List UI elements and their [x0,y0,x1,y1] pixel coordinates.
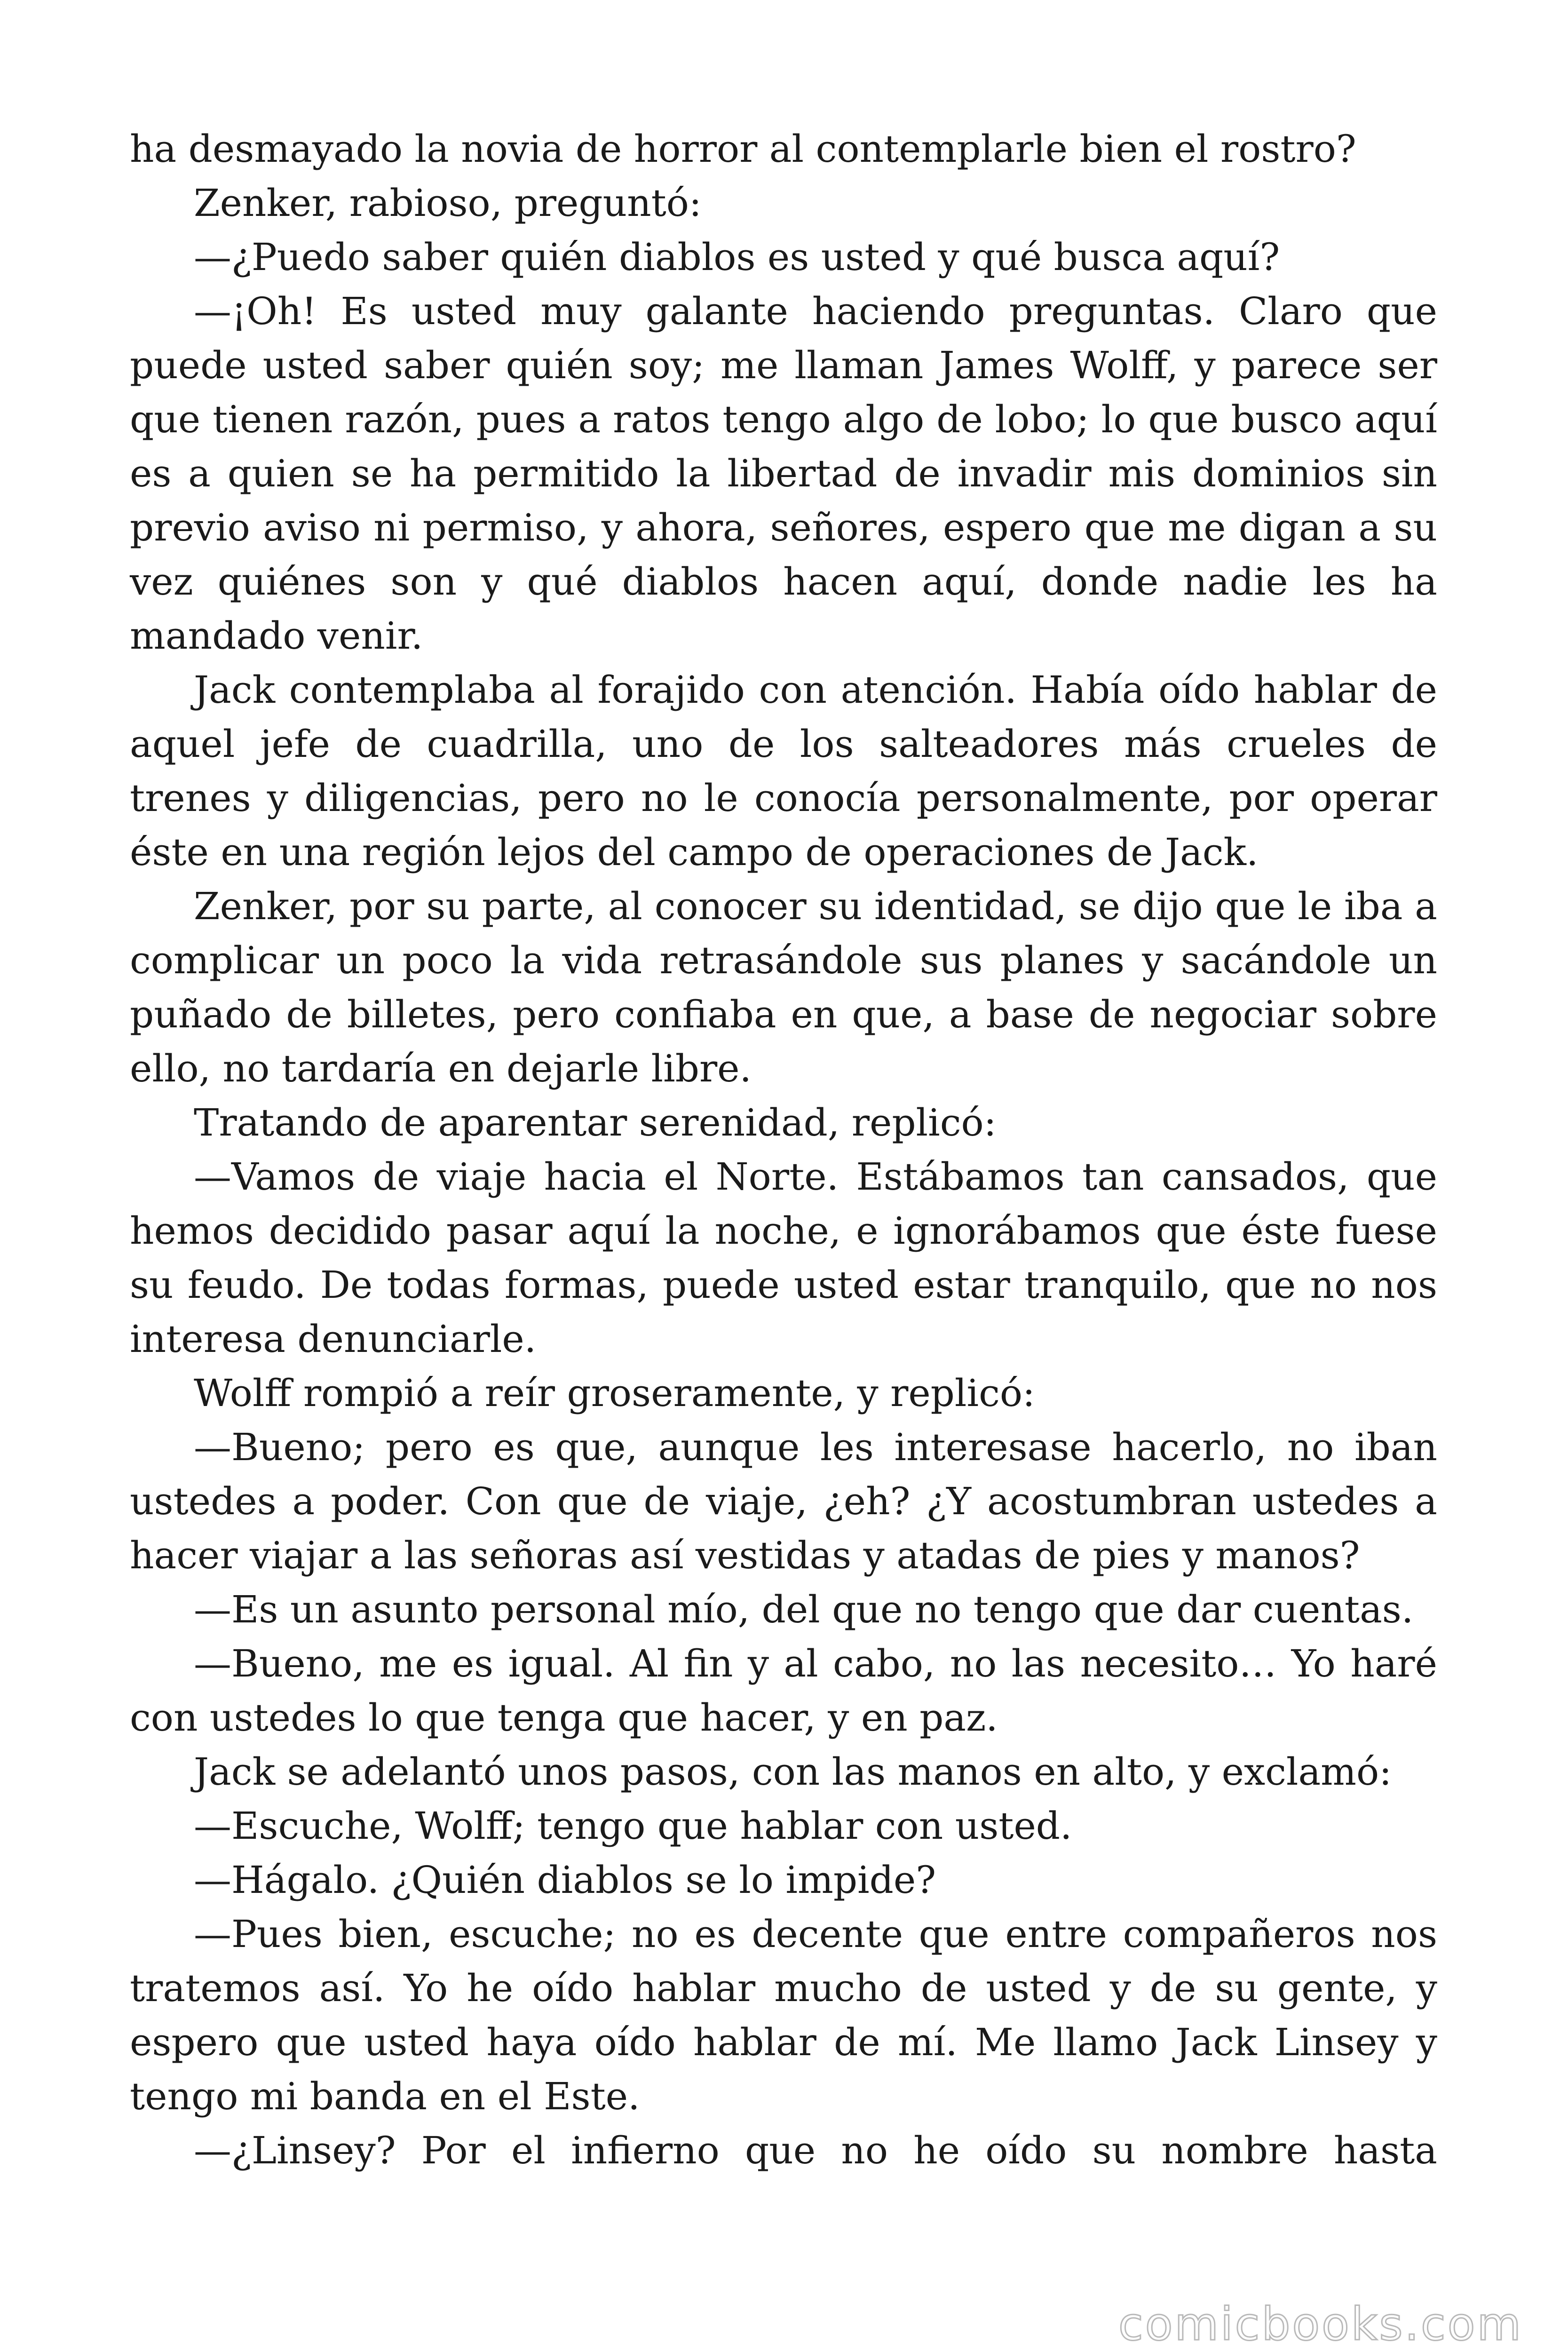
paragraph: ha desmayado la novia de horror al contemplarle bien el rostro? [130,127,1356,171]
page-text [130,122,1437,2177]
watermark: comicbooks.com [1118,2298,1523,2351]
paragraph: Wolff rompió a reír groseramente, y replicó: [194,1371,1035,1415]
paragraph: Zenker, por su parte, al conocer su identidad, se dijo que le iba a complicar un poco la vida retrasándole sus planes y sacándole un puñado de billetes, pero confiaba en que, a base de negociar sobre ello, no tardaría en dejarle libre. [130,884,1437,1090]
paragraph: —Bueno, me es igual. Al fin y al cabo, no las necesito… Yo haré con ustedes lo que tenga que hacer, y en paz. [130,1642,1437,1740]
paragraph: —Vamos de viaje hacia el Norte. Estábamos tan cansados, que hemos decidido pasar aquí la noche, e ignorábamos que éste fuese su feudo. De todas formas, puede usted estar tranquilo, que no nos interesa denunciarle. [130,1155,1437,1361]
paragraph: —¡Oh! Es usted muy galante haciendo preguntas. Claro que puede usted saber quién soy; me llaman James Wolff, y parece ser que tienen razón, pues a ratos tengo algo de lobo; lo que busco aquí es a quien se ha permitido la libertad de invadir mis dominios sin previo aviso ni permiso, y ahora, señores, espero que me digan a su vez quiénes son y qué diablos hacen aquí, donde nadie les ha mandado venir. [130,289,1437,658]
paragraph: —¿Linsey? Por el infierno que no he oído su nombre hasta [194,2129,1437,2172]
paragraph: —Bueno; pero es que, aunque les interesase hacerlo, no iban ustedes a poder. Con que de viaje, ¿eh? ¿Y acostumbran ustedes a hacer viajar a las señoras así vestidas y atadas de pies y manos? [130,1425,1437,1577]
paragraph: Zenker, rabioso, preguntó: [194,181,702,225]
paragraph: —¿Puedo saber quién diablos es usted y qué busca aquí? [194,235,1280,279]
paragraph: —Pues bien, escuche; no es decente que entre compañeros nos tratemos así. Yo he oído hablar mucho de usted y de su gente, y espero que usted haya oído hablar de mí. Me llamo Jack Linsey y tengo mi banda en el Este. [130,1912,1437,2118]
paragraph: Jack contemplaba al forajido con atención. Había oído hablar de aquel jefe de cuadrilla, uno de los salteadores más crueles de trenes y diligencias, pero no le conocía personalmente, por operar éste en una región lejos del campo de operaciones de Jack. [130,668,1437,874]
paragraph: —Hágalo. ¿Quién diablos se lo impide? [194,1858,936,1902]
paragraph: —Escuche, Wolff; tengo que hablar con usted. [194,1804,1072,1848]
paragraph: Tratando de aparentar serenidad, replicó: [194,1101,997,1144]
paragraph: —Es un asunto personal mío, del que no tengo que dar cuentas. [194,1588,1414,1631]
paragraph: Jack se adelantó unos pasos, con las manos en alto, y exclamó: [194,1750,1392,1794]
